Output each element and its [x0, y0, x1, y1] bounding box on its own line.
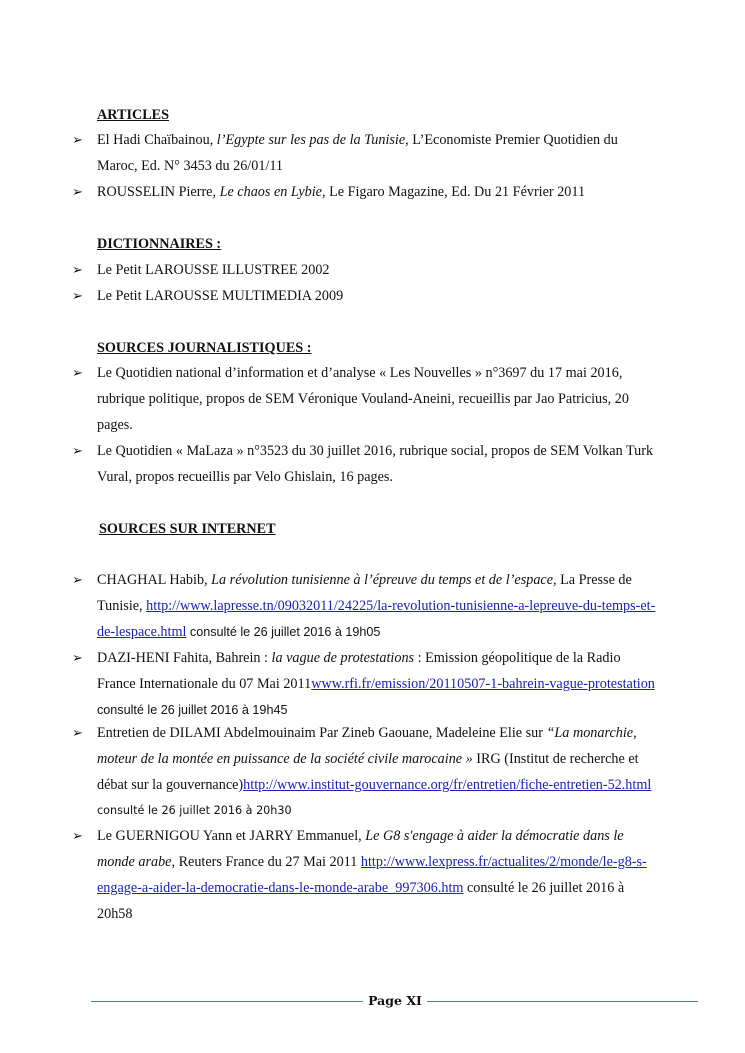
page-number: Page XI — [368, 993, 422, 1008]
source-link[interactable]: www.rfi.fr/emission/20110507-1-bahrein-vague-protestation — [311, 676, 655, 692]
footer-rule-left — [91, 1001, 363, 1002]
dictionary-entry: Le Petit LAROUSSE MULTIMEDIA 2009 — [97, 288, 344, 304]
source-link[interactable]: http://www.institut-gouvernance.org/fr/entretien/fiche-entretien-52.html — [243, 777, 652, 793]
bullet-icon: ➢ — [72, 184, 83, 199]
heading-dictionaries: DICTIONNAIRES : — [97, 236, 222, 252]
source-link[interactable]: http://www.lexpress.fr/actualites/2/monde/le-g8-s- — [360, 854, 647, 870]
source-link[interactable]: http://www.lapresse.tn/09032011/24225/la-revolution-tunisienne-a-lepreuve-du-temps-et- — [146, 598, 656, 614]
source-link[interactable]: de-lespace.html — [97, 624, 187, 640]
internet-entry: Entretien de DILAMI Abdelmouinaim Par Zineb Gaouane, Madeleine Elie sur “La monarchie, moteur de la montée en puissance de la société civile marocaine » IRG (Institut de recherche et débat sur la gouvernance)http://www.institut-gouvernance.org/fr/entretien/fiche-entretien-52.html consulté le 26 juillet 2016 à 20h30 — [97, 725, 652, 817]
bullet-icon: ➢ — [72, 725, 83, 740]
bullet-icon: ➢ — [72, 572, 83, 587]
bullet-icon: ➢ — [72, 650, 83, 665]
internet-entry: Le GUERNIGOU Yann et JARRY Emmanuel, Le G8 s'engage à aider la démocratie dans le monde arabe, Reuters France du 27 Mai 2011 http://www.lexpress.fr/actualites/2/monde/le-g8-s- engage-a-aider-la-democratie-dans-le-monde-arabe_997306.htm consulté le 26 juillet 2016 à 20h58 — [97, 828, 647, 922]
bullet-icon: ➢ — [72, 828, 83, 843]
bullet-icon: ➢ — [72, 132, 83, 147]
press-entry: Le Quotidien « MaLaza » n°3523 du 30 juillet 2016, rubrique social, propos de SEM Volkan Turk Vural, propos recueillis par Velo Ghislain, 16 pages. — [97, 443, 654, 485]
bullet-icon: ➢ — [72, 288, 83, 303]
heading-internet-sources: SOURCES SUR INTERNET — [99, 521, 276, 537]
bullet-icon: ➢ — [72, 262, 83, 277]
article-entry: ROUSSELIN Pierre, Le chaos en Lybie, Le Figaro Magazine, Ed. Du 21 Février 2011 — [97, 184, 586, 200]
bullet-icon: ➢ — [72, 443, 83, 458]
internet-entry: CHAGHAL Habib, La révolution tunisienne à l’épreuve du temps et de l’espace, La Presse de Tunisie, http://www.lapresse.tn/09032011/24225/la-revolution-tunisienne-a-lepreuve-du-temps-et- de-lespace.html consulté le 26 juillet 2016 à 19h05 — [97, 572, 656, 640]
bullet-icon: ➢ — [72, 365, 83, 380]
source-link[interactable]: engage-a-aider-la-democratie-dans-le-monde-arabe_997306.htm — [97, 880, 464, 896]
heading-press-sources: SOURCES JOURNALISTIQUES : — [97, 340, 312, 356]
heading-articles: ARTICLES — [97, 107, 170, 123]
internet-entry: DAZI-HENI Fahita, Bahrein : la vague de protestations : Emission géopolitique de la Radio France Internationale du 07 Mai 2011www.rfi.fr/emission/20110507-1-bahrein-vague-protestation consulté le 26 juillet 2016 à 19h45 — [97, 650, 655, 717]
article-entry: El Hadi Chaïbainou, l’Egypte sur les pas de la Tunisie, L’Economiste Premier Quotidien du Maroc, Ed. N° 3453 du 26/01/11 — [97, 132, 618, 174]
dictionary-entry: Le Petit LAROUSSE ILLUSTREE 2002 — [97, 262, 330, 278]
press-entry: Le Quotidien national d’information et d’analyse « Les Nouvelles » n°3697 du 17 mai 2016, rubrique politique, propos de SEM Véronique Vouland-Aneini, recueillis par Jao Patricius, 20 pages. — [97, 365, 629, 433]
footer-rule-right — [427, 1001, 698, 1002]
